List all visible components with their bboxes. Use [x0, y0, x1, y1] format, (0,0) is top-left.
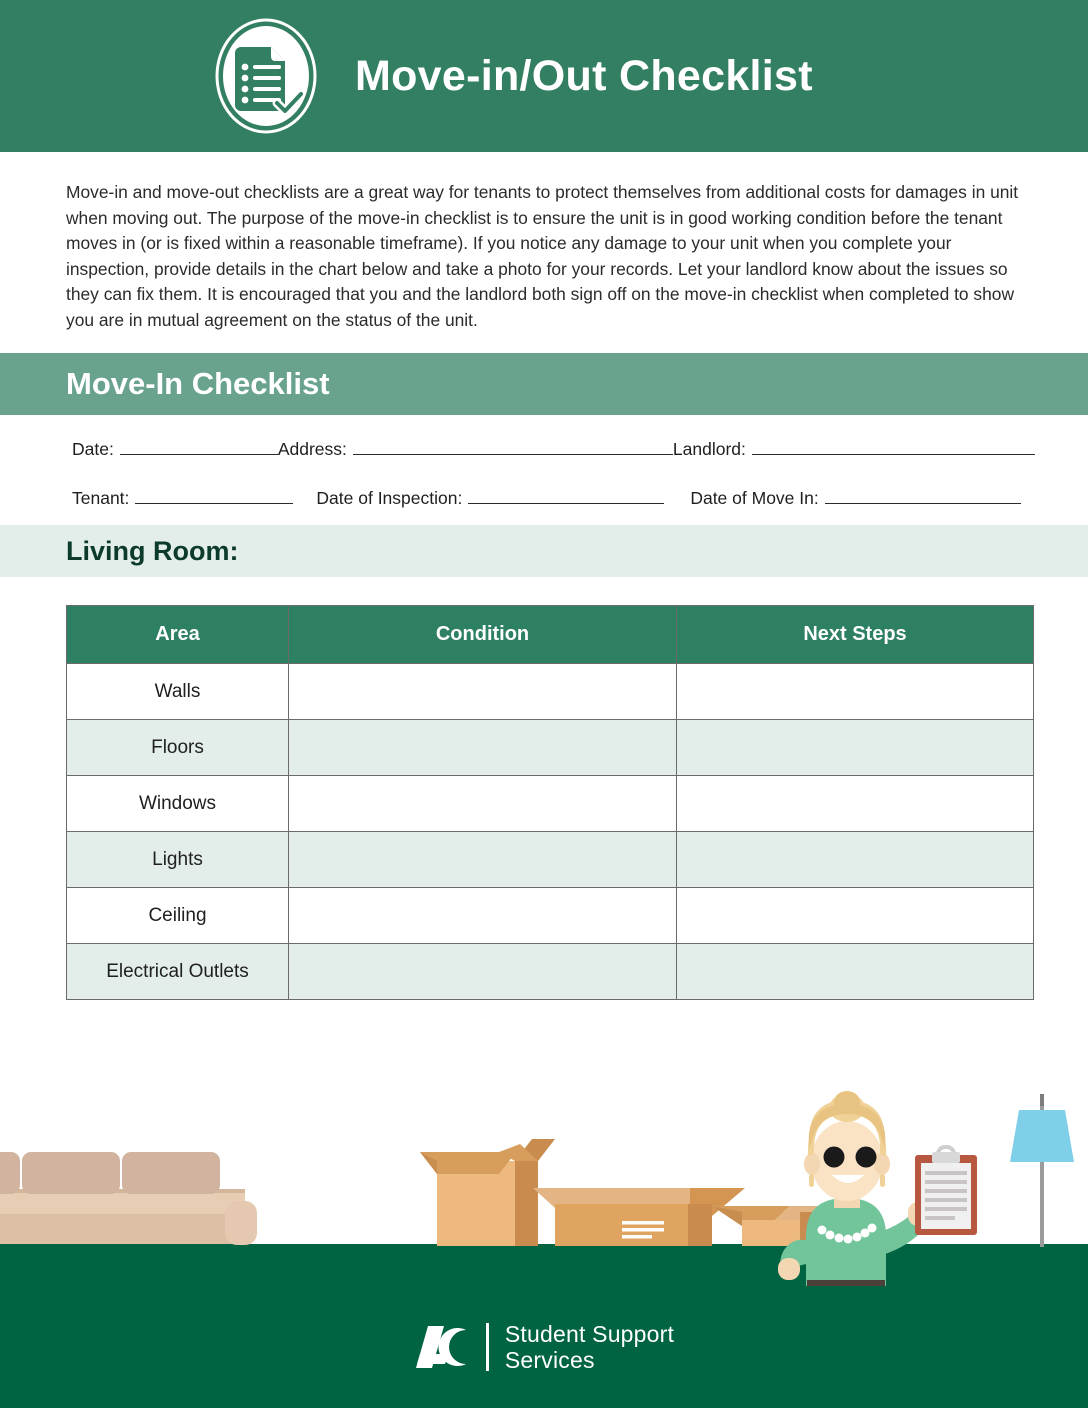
table-row [67, 832, 1034, 888]
column-header-next-steps: Next Steps [677, 606, 1034, 664]
footer-department-name [505, 1321, 674, 1373]
field-date-of-move-in-input[interactable] [825, 489, 1021, 504]
cell-next-steps[interactable] [677, 944, 1034, 1000]
table-row [67, 664, 1034, 720]
section-header-move-in [0, 353, 1088, 415]
cell-area: Windows [67, 776, 289, 832]
field-address-input[interactable] [353, 440, 673, 455]
field-date-of-move-in[interactable] [690, 488, 1020, 509]
column-header-area: Area [67, 606, 289, 664]
cell-condition[interactable] [289, 832, 677, 888]
cell-next-steps[interactable] [677, 832, 1034, 888]
field-tenant-input[interactable] [135, 489, 293, 504]
room-header-living-room [0, 525, 1088, 577]
field-address[interactable] [278, 439, 673, 460]
column-header-condition: Condition [289, 606, 677, 664]
ac-logo-icon [414, 1324, 472, 1370]
cell-area: Walls [67, 664, 289, 720]
moving-scene-illustration [0, 1044, 1088, 1286]
field-landlord[interactable] [673, 439, 1035, 460]
cell-next-steps[interactable] [677, 720, 1034, 776]
form-row-2 [0, 488, 1088, 509]
field-landlord-input[interactable] [752, 440, 1035, 455]
section-title: Move-In Checklist [66, 366, 330, 401]
field-tenant-label: Tenant: [72, 488, 130, 508]
cell-condition[interactable] [289, 944, 677, 1000]
field-date-label: Date: [72, 439, 114, 459]
footer-line-2: Services [504, 1347, 595, 1373]
table-row [67, 888, 1034, 944]
field-date-of-inspection-input[interactable] [468, 489, 664, 504]
form-fields [0, 415, 1088, 525]
cell-area: Ceiling [67, 888, 289, 944]
footer-logo-lockup [414, 1321, 674, 1373]
field-date[interactable] [72, 439, 278, 460]
cell-condition[interactable] [289, 888, 677, 944]
field-date-of-inspection[interactable] [316, 488, 664, 509]
field-address-label: Address: [277, 439, 347, 459]
page-footer [0, 1286, 1088, 1408]
intro-section [0, 152, 1088, 353]
table-row [67, 720, 1034, 776]
checklist-table-wrapper [0, 577, 1088, 1000]
cell-condition[interactable] [289, 720, 677, 776]
cell-condition[interactable] [289, 664, 677, 720]
field-date-input[interactable] [120, 440, 278, 455]
cell-area: Floors [67, 720, 289, 776]
cardboard-box-left [420, 1139, 555, 1246]
form-row-1 [0, 439, 1088, 460]
field-date-of-move-in-label: Date of Move In: [690, 488, 819, 508]
document-checklist-icon [205, 15, 327, 137]
cell-next-steps[interactable] [677, 888, 1034, 944]
field-tenant[interactable] [72, 488, 293, 509]
checklist-table [66, 605, 1034, 1000]
field-landlord-label: Landlord: [672, 439, 746, 459]
cell-area: Electrical Outlets [67, 944, 289, 1000]
page-title: Move-in/Out Checklist [355, 51, 813, 100]
intro-paragraph: Move-in and move-out checklists are a great way for tenants to protect themselves from additional costs for damages in unit when moving out. The purpose of the move-in checklist is to ensure the unit is in good working condition before the tenant moves in (or is fixed within a reasonable timeframe). If you notice any damage to your unit when you complete your inspection, provide details in the chart below and take a photo for your records. Let your landlord know about the issues so they can fix them. It is encouraged that you and the landlord both sign off on the move-in checklist when completed to show you are in mutual agreement on the status of the unit. [66, 182, 1019, 330]
footer-line-1: Student Support [504, 1321, 675, 1347]
cell-area: Lights [67, 832, 289, 888]
table-row [67, 944, 1034, 1000]
page-header [0, 0, 1088, 152]
table-header-row [67, 606, 1034, 664]
cell-next-steps[interactable] [677, 776, 1034, 832]
sofa-illustration [0, 1152, 257, 1245]
table-row [67, 776, 1034, 832]
footer-divider [486, 1323, 489, 1371]
clipboard-icon [915, 1147, 977, 1235]
cell-condition[interactable] [289, 776, 677, 832]
room-title: Living Room: [66, 535, 239, 566]
cell-next-steps[interactable] [677, 664, 1034, 720]
field-date-of-inspection-label: Date of Inspection: [316, 488, 463, 508]
floor-strip [0, 1244, 1088, 1286]
